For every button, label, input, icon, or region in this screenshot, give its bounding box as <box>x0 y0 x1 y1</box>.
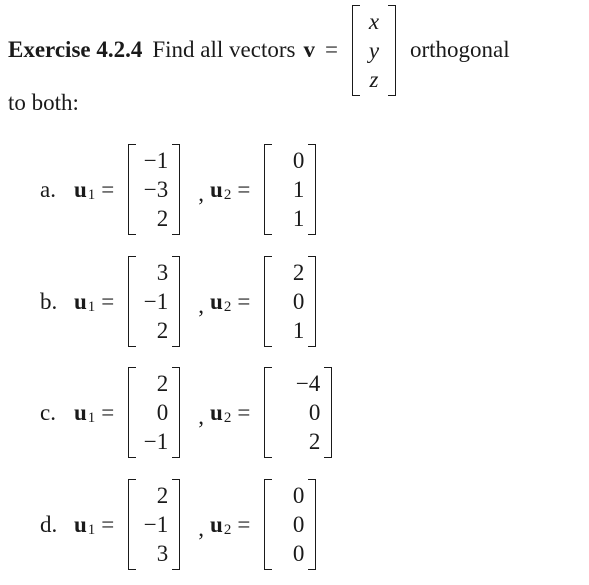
matrix-entry: 1 <box>292 318 305 343</box>
u2-symbol: u <box>210 399 223 425</box>
u2-matrix <box>264 479 316 570</box>
equals-sign: = <box>101 511 115 537</box>
matrix-entry: −3 <box>143 177 169 202</box>
equals-sign: = <box>324 37 338 62</box>
matrix-entry: 0 <box>292 541 305 566</box>
part-letter: a. <box>40 176 56 202</box>
matrix-entry: 0 <box>308 400 321 425</box>
u2-symbol: u <box>210 176 223 202</box>
u1-symbol: u <box>74 176 87 202</box>
part-d <box>40 479 324 570</box>
matrix-entry: 0 <box>292 289 305 314</box>
separator: , <box>198 292 205 318</box>
part-b <box>40 256 324 347</box>
exercise-after-text: orthogonal <box>409 37 510 62</box>
matrix-entry: 2 <box>156 483 169 508</box>
u1-matrix <box>128 256 180 347</box>
vector-v-symbol: v <box>303 37 315 62</box>
u1-matrix <box>128 144 180 235</box>
matrix-entry: 1 <box>292 177 305 202</box>
exercise-label: Exercise 4.2.4 <box>8 37 143 62</box>
matrix-entry: −1 <box>143 148 169 173</box>
equals-sign: = <box>237 176 251 202</box>
u1-subscript: 1 <box>87 522 96 538</box>
separator: , <box>198 403 205 429</box>
exercise-header <box>8 4 510 96</box>
equals-sign: = <box>237 288 251 314</box>
separator: , <box>198 180 205 206</box>
u2-matrix <box>264 256 316 347</box>
vector-v-matrix <box>352 5 396 96</box>
part-letter: b. <box>40 288 58 314</box>
u2-subscript: 2 <box>223 187 232 203</box>
matrix-entry: 0 <box>292 483 305 508</box>
matrix-entry: −1 <box>143 289 169 314</box>
matrix-entry: z <box>369 66 379 92</box>
matrix-entry: 2 <box>292 260 305 285</box>
matrix-entry: y <box>368 37 380 63</box>
matrix-entry: 0 <box>156 400 169 425</box>
u2-subscript: 2 <box>223 522 232 538</box>
u1-matrix <box>128 367 180 458</box>
matrix-entry: 0 <box>292 148 305 173</box>
exercise-lead-text: Find all vectors <box>152 37 296 62</box>
exercise-continuation-text: to both: <box>8 90 79 115</box>
separator: , <box>198 515 205 541</box>
equals-sign: = <box>237 511 251 537</box>
u2-subscript: 2 <box>223 410 232 426</box>
u2-matrix <box>264 144 316 235</box>
equals-sign: = <box>101 288 115 314</box>
u2-symbol: u <box>210 288 223 314</box>
part-letter: d. <box>40 511 58 537</box>
part-a <box>40 144 324 235</box>
u1-symbol: u <box>74 511 87 537</box>
part-c <box>40 367 340 458</box>
matrix-entry: 2 <box>156 206 169 231</box>
matrix-entry: 3 <box>156 260 169 285</box>
equals-sign: = <box>237 399 251 425</box>
matrix-entry: −1 <box>143 512 169 537</box>
matrix-entry: −1 <box>143 429 169 454</box>
matrix-entry: 2 <box>156 318 169 343</box>
u1-subscript: 1 <box>87 299 96 315</box>
part-letter: c. <box>40 399 56 425</box>
matrix-entry: 3 <box>156 541 169 566</box>
matrix-entry: 1 <box>292 206 305 231</box>
matrix-entry: 2 <box>308 429 321 454</box>
equals-sign: = <box>101 399 115 425</box>
matrix-entry: 2 <box>156 371 169 396</box>
equals-sign: = <box>101 176 115 202</box>
matrix-entry: x <box>368 8 380 34</box>
u1-matrix <box>128 479 180 570</box>
u2-subscript: 2 <box>223 299 232 315</box>
u2-matrix <box>264 367 332 458</box>
u1-symbol: u <box>74 288 87 314</box>
matrix-entry: 0 <box>292 512 305 537</box>
u2-symbol: u <box>210 511 223 537</box>
u1-symbol: u <box>74 399 87 425</box>
u1-subscript: 1 <box>87 187 96 203</box>
u1-subscript: 1 <box>87 410 96 426</box>
matrix-entry: −4 <box>295 371 321 396</box>
